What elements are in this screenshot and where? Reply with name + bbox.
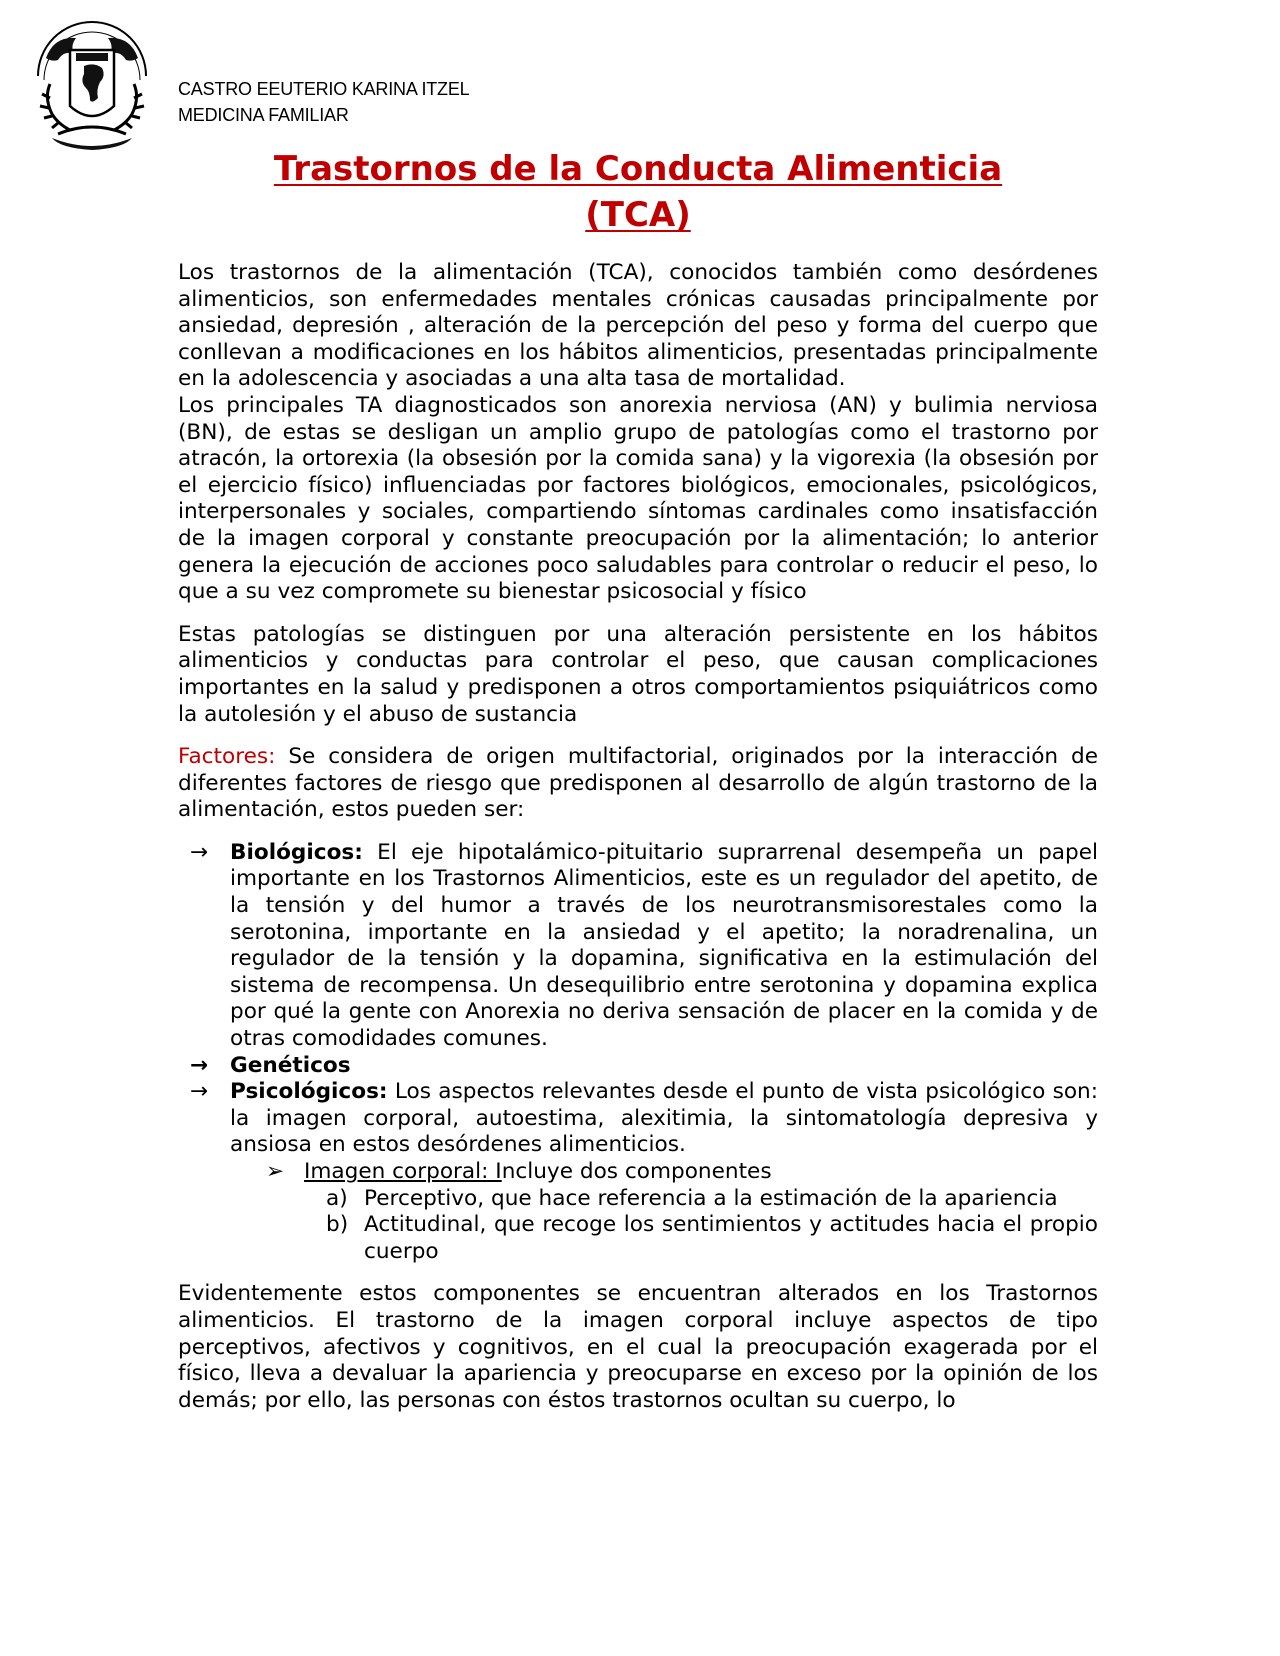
factor-label: Biológicos: [230,839,363,865]
author-name: CASTRO EEUTERIO KARINA ITZEL [178,79,470,99]
title-line-1: Trastornos de la Conducta Alimenticia [273,149,1003,189]
component-text: Actitudinal, que recoge los sentimientos y actitudes hacia el propio cuerpo [364,1212,1098,1264]
arrow-bullet-icon: → [190,1079,209,1105]
components-list [178,1186,1098,1266]
document-header [178,76,469,128]
list-marker: b) [326,1212,349,1238]
paragraph-factores [178,744,1098,824]
list-item [178,1079,1098,1159]
arrow-bullet-icon: → [190,1052,209,1078]
list-marker: a) [326,1185,348,1211]
author-specialty: MEDICINA FAMILIAR [178,105,349,125]
factors-list [178,840,1098,1159]
factores-label: Factores: [178,744,276,770]
list-item [178,1212,1098,1265]
factor-label: Genéticos [230,1052,351,1078]
arrow-bullet-icon: → [190,839,209,865]
paragraph-principales: Los principales TA diagnosticados son anorexia nerviosa (AN) y bulimia nerviosa (BN), de estas se desligan un amplio grupo de patologías como el trastorno por atracón, la ortorexia (la obsesión por la comida sana) y la vigorexia (la obsesión por el ejercicio físico) influenciadas por factores biológicos, emocionales, psicológicos, interpersonales y sociales, compartiendo síntomas cardinales como insatisfacción de la imagen corporal y constante preocupación por la alimentación; lo anterior genera la ejecución de acciones poco saludables para controlar o reducir el peso, lo que a su vez compromete su bienestar psicosocial y físico [178,392,1098,605]
factores-text: Se considera de origen multifactorial, originados por la interacción de diferentes factores de riesgo que predisponen al desarrollo de algún trastorno de la alimentación, estos pueden ser: [178,744,1098,823]
title-line-2: (TCA) [585,195,691,235]
paragraph-patologias: Estas patologías se distinguen por una alteración persistente en los hábitos alimenticios y conductas para controlar el peso, que causan complicaciones importantes en la salud y predisponen a otros comportamientos psiquiátricos como la autolesión y el abuso de sustancia [178,621,1098,727]
imagen-corporal-label: Imagen corporal: I [304,1159,502,1184]
document-title [178,146,1098,238]
list-item [178,1186,1098,1213]
component-text: Perceptivo, que hace referencia a la estimación de la apariencia [364,1185,1058,1211]
imagen-corporal-item [178,1159,1098,1186]
factor-text: El eje hipotalámico-pituitario suprarrenal desempeña un papel importante en los Trastornos Alimenticios, este es un regulador del apetito, de la tensión y del humor a través de los neurotransmisorestales como la serotonina, importante en la ansiedad y el apetito; la noradrenalina, un regulador de la tensión y la dopamina, significativa en la estimulación del sistema de recompensa. Un desequilibrio entre serotonina y dopamina explica por qué la gente con Anorexia no deriva sensación de placer en la comida y de otras comodidades comunes. [230,839,1098,1052]
paragraph-evidentemente: Evidentemente estos componentes se encuentran alterados en los Trastornos alimenticios. El trastorno de la imagen corporal incluye aspectos de tipo perceptivos, afectivos y cognitivos, en el cual la preocupación exagerada por el físico, lleva a devaluar la apariencia y preocuparse en exceso por la opinión de los demás; por ello, las personas con éstos trastornos ocultan su cuerpo, lo [178,1281,1098,1413]
arrowhead-bullet-icon: ➢ [266,1159,285,1184]
list-item [178,1053,1098,1080]
list-item [178,840,1098,1053]
factor-text: Los aspectos relevantes desde el punto de vista psicológico son: la imagen corporal, autoestima, alexitimia, la sintomatología depresiva y ansiosa en estos desórdenes alimenticios. [230,1079,1098,1158]
unam-seal-logo [28,14,156,152]
paragraph-intro: Los trastornos de la alimentación (TCA), conocidos también como desórdenes alimenticios, son enfermedades mentales crónicas causadas principalmente por ansiedad, depresión , alteración de la percepción del peso y forma del cuerpo que conllevan a modificaciones en los hábitos alimenticios, presentadas principalmente en la adolescencia y asociadas a una alta tasa de mortalidad. [178,260,1098,392]
factor-label: Psicológicos: [230,1079,388,1105]
imagen-corporal-text: ncluye dos componentes [501,1159,772,1184]
document-body [178,260,1098,1414]
